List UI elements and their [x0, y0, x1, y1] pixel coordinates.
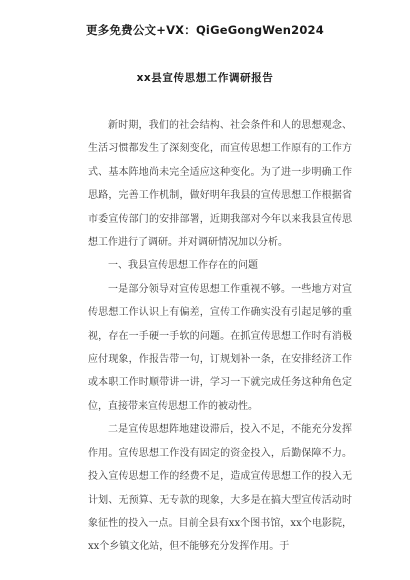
intro-paragraph: 新时期，我们的社会结构、社会条件和人的思想观念、生活习惯都发生了深刻变化，而宣传思想工作原有的工作方式、基本阵地尚未完全适应这种变化。为了进一步明确工作思路，完善工作机制，做好明年我县的宣传思想工作根据省市委宣传部门的安排部署，近期我部对今年以来我县宣传思想工作进行了调研。并对调研情况加以分析。 — [88, 120, 352, 249]
promo-header: 更多免费公文+VX：QiGeGongWen2024 — [86, 23, 324, 37]
document-title: xx县宣传思想工作调研报告 — [136, 72, 274, 84]
paragraph-1: 一是部分领导对宣传思想工作重视不够。一些地方对宣传思想工作认识上有偏差，宣传工作确实没有引起足够的重视，存在一手硬一手软的问题。在抓宣传思想工作时有消极应付现象，作报告带一句，订规划补一条，在安排经济工作或本职工作时顺带讲一讲，学习一下就完成任务这种角色定位，直接带来宣传思想工作的被动性。 — [88, 283, 352, 412]
document-body — [88, 114, 352, 559]
section-heading: 一、我县宣传思想工作存在的问题 — [108, 260, 258, 272]
paragraph-2: 二是宣传思想阵地建设滞后，投入不足，不能充分发挥作用。宣传思想工作没有固定的资金投入，后勤保障不力。投入宣传思想工作的经费不足，造成宣传思想工作的投入无计划、无预算、无专款的现象，大多是在搞大型宣传活动时象征性的投入一点。目前全县有xx个图书馆，xx个电影院，xx个乡镇文化站，但不能够充分发挥作用。于 — [88, 424, 352, 553]
